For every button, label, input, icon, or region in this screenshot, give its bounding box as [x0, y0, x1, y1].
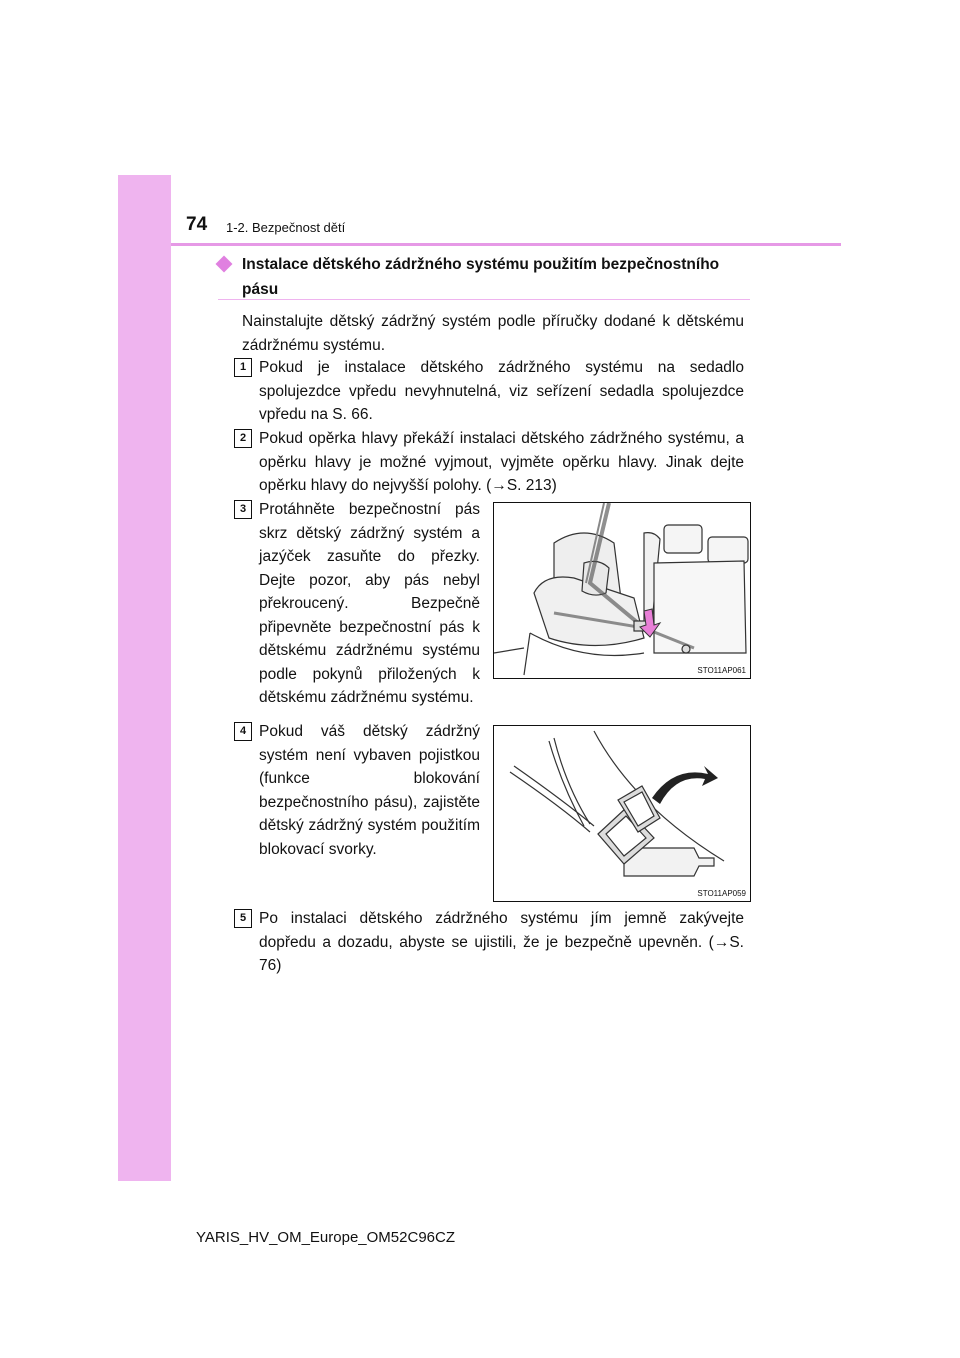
section-rule [218, 299, 750, 300]
step-text: Po instalaci dětského zádržného systému jím jemně zakývejte dopředu a dozadu, abyste se ujistili, že je bezpečně upevněn. (→S. 76) [259, 910, 744, 974]
step-number-badge: 3 [234, 500, 252, 519]
figure-code: STO11AP059 [697, 889, 746, 898]
chapter-sidebar-tab [118, 175, 171, 1181]
step-number-badge: 5 [234, 909, 252, 928]
locking-clip-illustration [493, 725, 751, 902]
step-text: Pokud je instalace dětského zádržného systému na sedadlo spolujezdce vpředu nevyhnutelná, viz seřízení sedadla spolujezdce vpředu na S. 66. [259, 359, 744, 423]
step-text: Pokud váš dětský zádržný systém není vybaven pojistkou (funkce blokování bezpečnostního pásu), zajistěte dětský zádržný systém použitím blokovací svorky. [259, 723, 480, 858]
diamond-bullet-icon [216, 256, 233, 273]
locking-clip-drawing [494, 726, 750, 901]
section-title: Instalace dětského zádržného systému použitím bezpečnostního pásu [242, 256, 720, 298]
document-footer-code: YARIS_HV_OM_Europe_OM52C96CZ [196, 1229, 455, 1246]
child-seat-drawing [494, 503, 750, 678]
step-number-badge: 1 [234, 358, 252, 377]
header-rule [171, 243, 841, 246]
step-text: Protáhněte bezpečnostní pás skrz dětský zádržný systém a jazýček zasuňte do přezky. Dejte pozor, aby pás nebyl překroucený. Bezpečně připevněte bezpečnostní pás k dětskému zádržnému systému podle pokynů přiložených k dětskému zádržnému systému. [259, 501, 480, 706]
step-number-badge: 2 [234, 429, 252, 448]
figure-code: STO11AP061 [697, 666, 746, 675]
page-number: 74 [186, 214, 208, 235]
child-seat-belt-illustration [493, 502, 751, 679]
intro-paragraph: Nainstalujte dětský zádržný systém podle příručky dodané k dětskému zádržnému systému. [242, 313, 744, 354]
step-text: Pokud opěrka hlavy překáží instalaci dětského zádržného systému, a opěrku hlavy je možné vyjmout, vyjměte opěrku hlavy. Jinak dejte opěrku hlavy do nejvyšší polohy. (→S. 213) [259, 430, 744, 494]
running-head: 1-2. Bezpečnost dětí [226, 220, 346, 235]
step-number-badge: 4 [234, 722, 252, 741]
